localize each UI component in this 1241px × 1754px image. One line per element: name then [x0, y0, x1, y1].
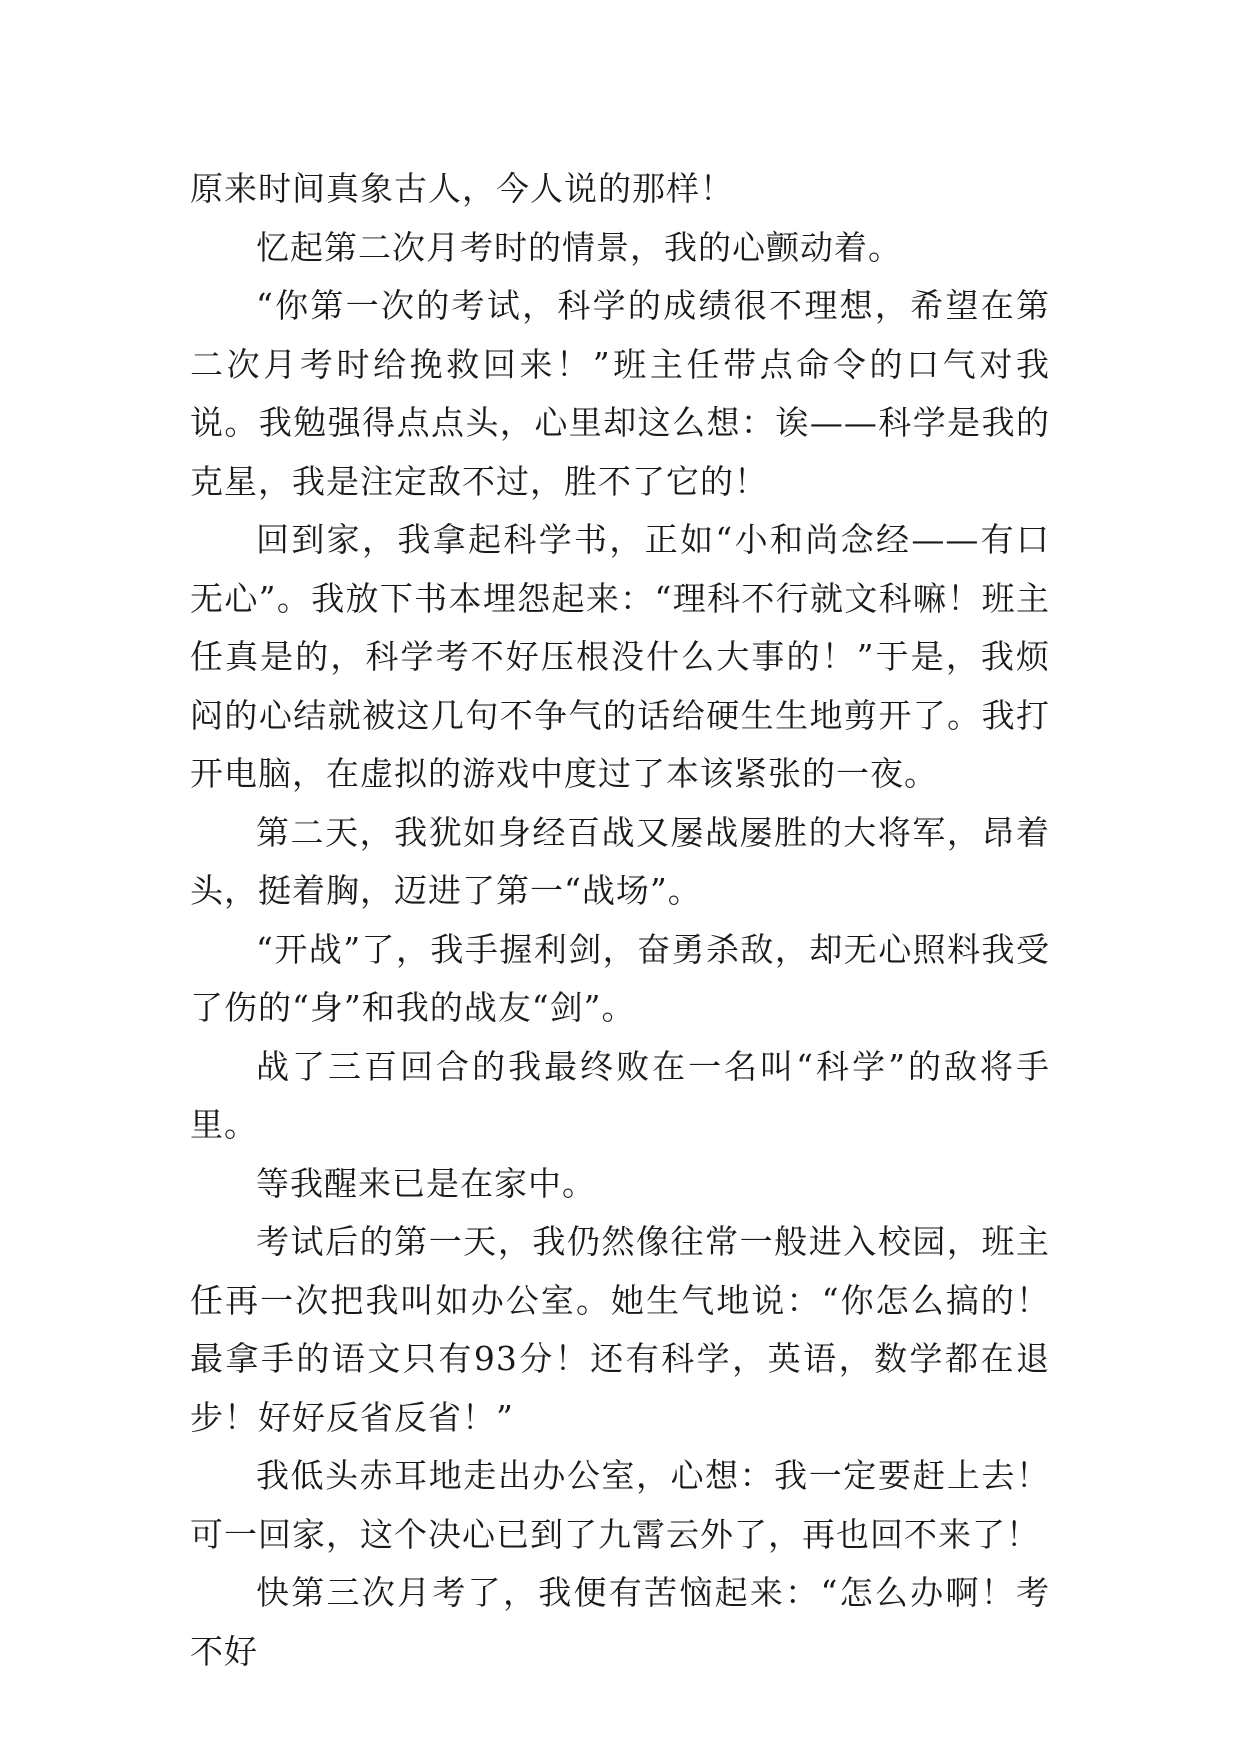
paragraph: 战了三百回合的我最终败在一名叫“科学”的敌将手里。 [190, 1046, 1050, 1144]
paragraph: 我低头赤耳地走出办公室，心想：我一定要赶上去！可一回家，这个决心已到了九霄云外了，再也回不来了！ [190, 1456, 1050, 1554]
paragraph: 等我醒来已是在家中。 [256, 1163, 596, 1203]
paragraph-continued: 原来时间真象古人，今人说的那样！ [190, 169, 734, 208]
document-body [190, 160, 1050, 1681]
paragraph: 第二天，我犹如身经百战又屡战屡胜的大将军，昂着头，挺着胸，迈进了第一“战场”。 [190, 812, 1050, 910]
paragraph: 回到家，我拿起科学书，正如“小和尚念经——有口无心”。我放下书本埋怨起来：“理科不行就文科嘛！班主任真是的，科学考不好压根没什么大事的！”于是，我烦闷的心结就被这几句不争气的话给硬生生地剪开了。我打开电脑，在虚拟的游戏中度过了本该紧张的一夜。 [190, 520, 1050, 793]
paragraph: 考试后的第一天，我仍然像往常一般进入校园，班主任再一次把我叫如办公室。她生气地说：“你怎么搞的！最拿手的语文只有93分！还有科学，英语，数学都在退步！好好反省反省！” [190, 1222, 1050, 1437]
paragraph: “你第一次的考试，科学的成绩很不理想，希望在第二次月考时给挽救回来！”班主任带点命令的口气对我说。我勉强得点点头，心里却这么想：诶——科学是我的克星，我是注定敌不过，胜不了它的！ [190, 286, 1050, 501]
paragraph: 忆起第二次月考时的情景，我的心颤动着。 [256, 227, 902, 267]
paragraph: 快第三次月考了，我便有苦恼起来：“怎么办啊！考不好 [190, 1573, 1050, 1671]
paragraph: “开战”了，我手握利剑，奋勇杀敌，却无心照料我受了伤的“身”和我的战友“剑”。 [190, 929, 1050, 1027]
